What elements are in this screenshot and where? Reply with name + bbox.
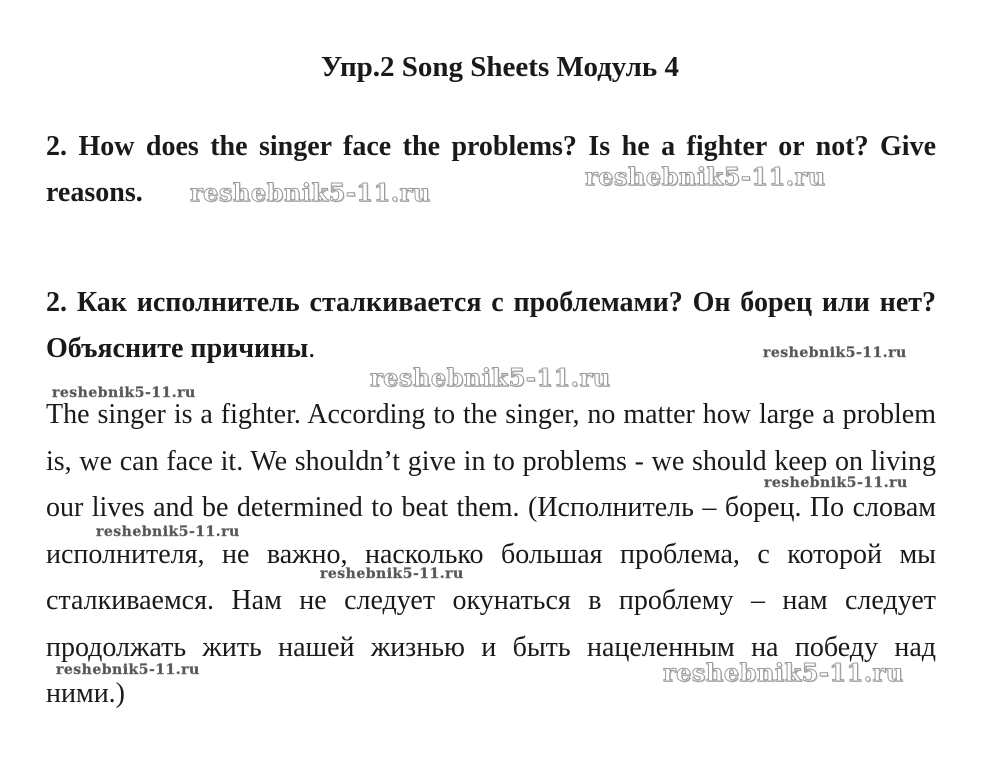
watermark: reshebnik5-11.ru [52,385,196,401]
page-title: Упр.2 Song Sheets Модуль 4 [321,51,679,83]
question-english: 2. How does the singer face the problems? Is he a fighter or not? Give reasons. [46,131,936,208]
watermark: reshebnik5-11.ru [320,566,464,582]
watermark: reshebnik5-11.ru [56,662,200,678]
watermark: reshebnik5-11.ru [190,178,431,207]
watermark: reshebnik5-11.ru [764,475,908,491]
watermark: reshebnik5-11.ru [663,658,904,687]
answer-text: The singer is a fighter. According to the singer, no matter how large a problem is, we can face it. We shouldn’t give in to problems - we should keep on living our lives and be determined to beat them. (Исполнитель – борец. По словам исполнителя, не важно, насколько большая проблема, с которой мы сталкиваемся. Нам не следует окунаться в проблему – нам следует продолжать жить нашей жизнью и быть нацеленным на победу над ними.) [46,399,936,709]
watermark: reshebnik5-11.ru [96,524,240,540]
watermark: reshebnik5-11.ru [585,162,826,191]
watermark: reshebnik5-11.ru [763,345,907,361]
question-russian-period: . [308,333,316,364]
watermark: reshebnik5-11.ru [370,363,611,392]
question-russian [46,280,936,372]
question-russian-text: 2. Как исполнитель сталкивается с проблемами? Он борец или нет? Объясните причины [46,287,936,364]
